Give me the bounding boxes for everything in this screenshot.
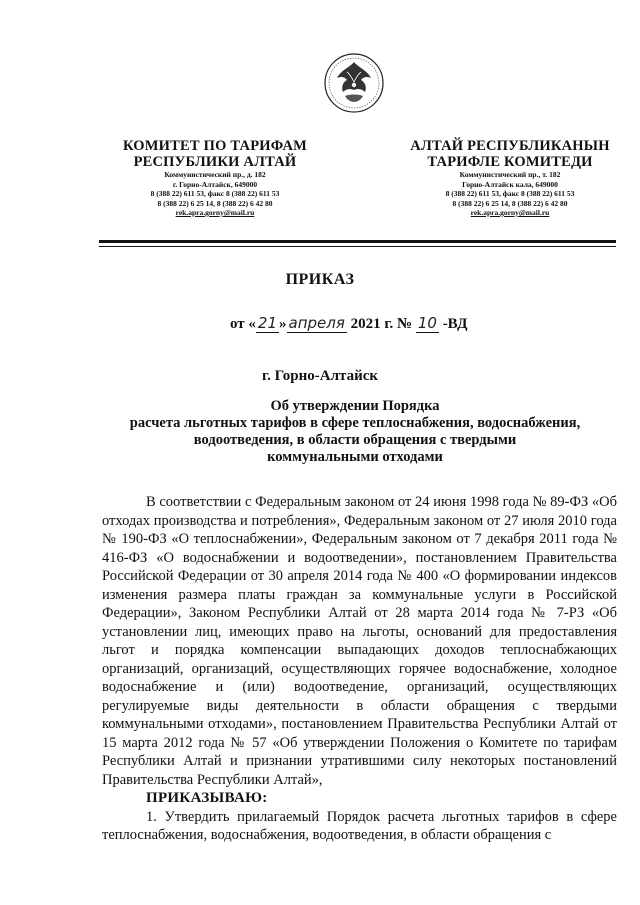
header-divider-thick [99, 240, 616, 243]
org-title-alt-line2: ТАРИФЛЕ КОМИТЕДИ [427, 154, 593, 170]
subject-line-4: коммунальными отходами [267, 449, 443, 465]
org-phones-ru-1: 8 (388 22) 611 53, факс 8 (388 22) 611 53 [150, 189, 280, 198]
header-left-block [105, 138, 325, 218]
coat-of-arms-emblem [323, 52, 385, 114]
order-prefix: от « [230, 316, 256, 332]
org-phones-alt-2: 8 (388 22) 6 25 14, 8 (388 22) 6 42 80 [452, 198, 568, 208]
header-divider-thin [99, 246, 616, 247]
org-phones-ru-2: 8 (388 22) 6 25 14, 8 (388 22) 6 42 80 [157, 198, 273, 208]
org-email-ru[interactable]: rek.apra.gorny@mail.ru [175, 208, 255, 217]
item-1-paragraph: 1. Утвердить прилагаемый Порядок расчета льготных тарифов в сфере теплоснабжения, водоснабжения, водоотведения, в области обращения с [102, 808, 617, 843]
city-name: г. Горно-Алтайск [261, 368, 379, 384]
preamble-paragraph: В соответствии с Федеральным законом от 24 июня 1998 года № 89-ФЗ «Об отходах производства и потребления», Федеральным законом от 27 июля 2010 года № 190-ФЗ «О теплоснабжении», Федеральным законом от 7 декабря 2011 года № 416-ФЗ «О водоснабжении и водоотведении», постановлением Правительства Российской Федерации от 30 апреля 2014 года № 400 «О формировании индексов изменения размера платы граждан за коммунальные услуги в Российской Федерации», Законом Республики Алтай от 28 марта 2014 года № 7-РЗ «Об установлении лиц, имеющих право на льготы, оснований для предоставления льгот и порядка компенсации выпадающих доходов теплоснабжающих организаций, организаций, осуществляющих горячее водоснабжение, холодное водоснабжение и (или) водоотведение, организаций, осуществляющих регулируемые виды деятельности в области обращения с твердыми коммунальными отходами», постановлением Правительства Республики Алтай от 15 марта 2012 года № 57 «Об утверждении Положения о Комитете по тарифам Республики Алтай и признании утратившими силу некоторых постановлений Правительства Республики Алтай», [102, 494, 617, 788]
org-title-alt-line1: АЛТАЙ РЕСПУБЛИКАНЫН [410, 138, 610, 154]
org-address-ru-2: г. Горно-Алтайск, 649000 [172, 179, 258, 189]
order-number-handwritten: 10 [417, 314, 437, 332]
document-body [102, 493, 617, 845]
order-day-handwritten: 21 [257, 314, 278, 332]
subject-line-1: Об утверждении Порядка [270, 398, 440, 414]
org-email-alt[interactable]: rek.apra.gorny@mail.ru [470, 208, 550, 217]
org-title-ru-line2: РЕСПУБЛИКИ АЛТАЙ [133, 154, 297, 170]
document-subject [100, 398, 610, 466]
org-address-ru-1: Коммунистический пр., д. 182 [164, 170, 266, 179]
org-phones-alt-1: 8 (388 22) 611 53, факс 8 (388 22) 611 53 [445, 189, 575, 198]
directive-heading: ПРИКАЗЫВАЮ: [146, 790, 268, 806]
org-address-alt-2: Горно-Алтайск калa, 649000 [462, 179, 558, 189]
org-title-ru-line1: КОМИТЕТ ПО ТАРИФАМ [122, 138, 308, 154]
subject-line-2: расчета льготных тарифов в сфере теплоснабжения, водоснабжения, [129, 415, 581, 431]
org-address-alt-1: Коммунистический пр., т. 182 [459, 170, 561, 179]
order-suffix: -ВД [438, 316, 468, 332]
header-right-block [400, 138, 620, 218]
document-type-title: ПРИКАЗ [285, 271, 355, 288]
order-year: 2021 г. № [346, 316, 416, 332]
order-mid: » [279, 316, 287, 332]
order-month-handwritten: апреля [288, 314, 345, 332]
subject-line-3: водоотведения, в области обращения с твердыми [193, 432, 517, 448]
order-date-number [230, 314, 467, 333]
